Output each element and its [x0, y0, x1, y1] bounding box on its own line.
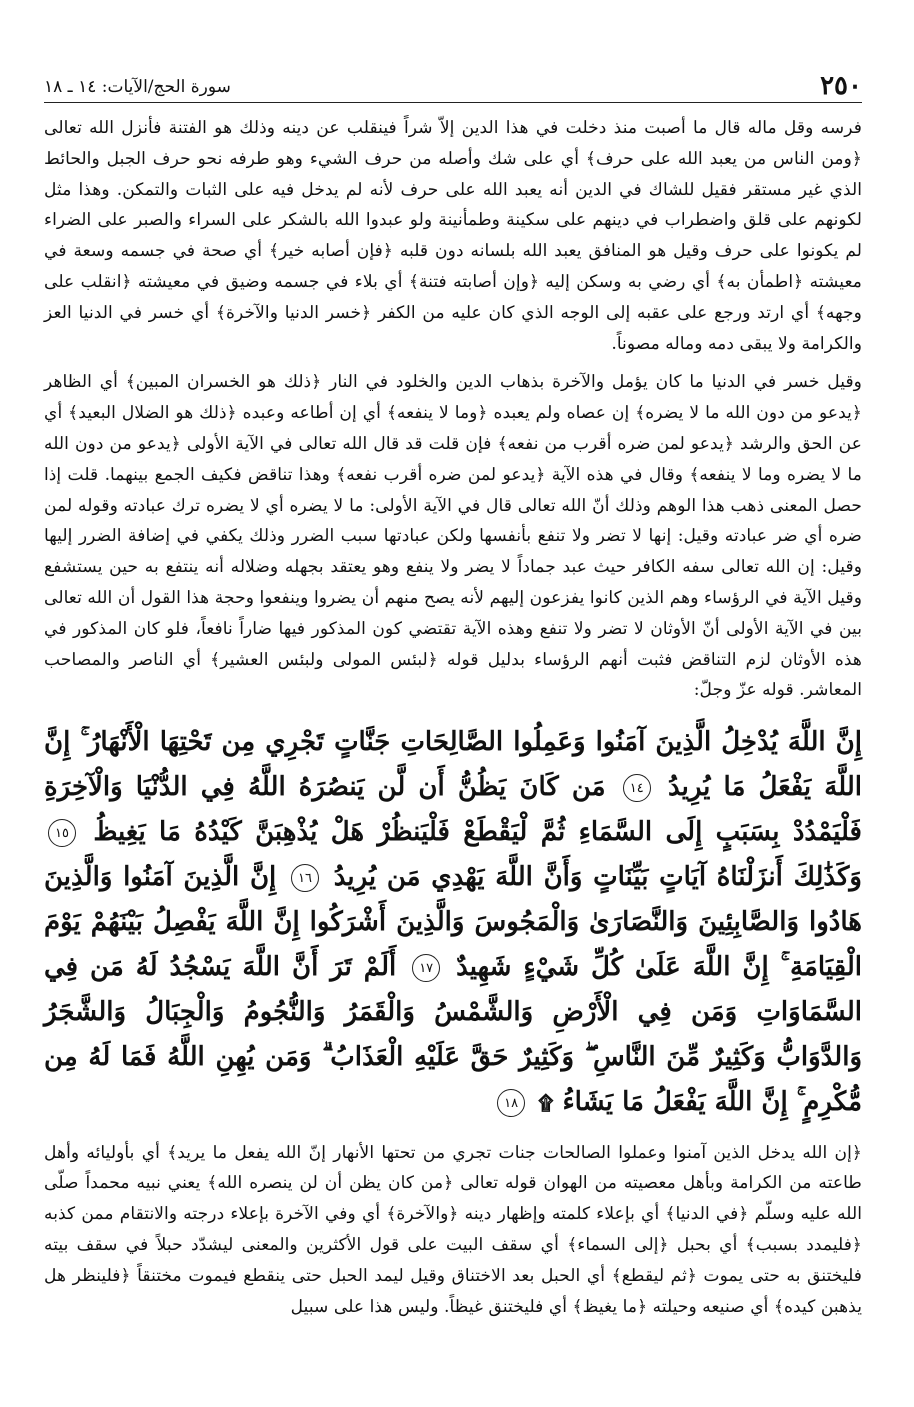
ayah-number: ١٤ — [623, 774, 651, 802]
tafsir-paragraph: وقيل خسر في الدنيا ما كان يؤمل والآخرة بذهاب الدين والخلود في النار ﴿ذلك هو الخسران المبين﴾ أي الظاهر ﴿يدعو من دون الله ما لا يضره﴾ إن عصاه ولم يعبده ﴿وما لا ينفعه﴾ أي إن أطاعه وعبده ﴿ذلك هو الضلال البعيد﴾ أي عن الحق والرشد ﴿يدعو لمن ضره أقرب من نفعه﴾ فإن قلت قد قال الله تعالى في الآية الأولى ﴿يدعو من دون الله ما لا يضره وما لا ينفعه﴾ وقال في هذه الآية ﴿يدعو لمن ضره أقرب نفعه﴾ وهذا تناقض فكيف الجمع بينهما. قلت إذا حصل المعنى ذهب هذا الوهم وذلك أنّ الله تعالى قال في الآية الأولى: ما لا يضره أي لا يضره ترك عبادته وقوله لمن ضره أي ضر عبادته وقيل: إنها لا تضر ولا تنفع بأنفسها ولكن عبادتها سبب الضرر وذلك يكفي في إضافة الضرر إليها وقيل: إن الله تعالى سفه الكافر حيث عبد جماداً لا يضر ولا ينفع وهو يعتقد بجهله وضلاله أنه ينتفع به حين يستشفع وقيل الآية في الرؤساء وهم الذين كانوا يفزعون إليهم لأنه يصح منهم أن يضروا وينفعوا وحجة هذا القول أن الله تعالى بين في الآية الأولى أنّ الأوثان لا تضر ولا تنفع وهذه الآية تقتضي كون المذكور فيها ضاراً نافعاً، فلو كان المذكور في هذه الأوثان لزم التناقض فثبت أنهم الرؤساء بدليل قوله ﴿لبئس المولى ولبئس العشير﴾ أي الناصر والمصاحب المعاشر. قوله عزّ وجلّ: — [44, 372, 862, 701]
surah-reference: سورة الحج/الآيات: ١٤ ـ ١٨ — [44, 77, 231, 97]
page-number: ٢٥٠ — [820, 71, 862, 101]
quran-verses-block — [44, 720, 862, 1126]
sajda-icon: ۩ — [538, 1090, 554, 1115]
quran-verse-text: وَكَذَٰلِكَ أَنزَلْنَاهُ آيَاتٍ بَيِّنَاتٍ وَأَنَّ اللَّهَ يَهْدِي مَن يُرِيدُ — [333, 862, 862, 893]
page-header — [44, 62, 862, 103]
quran-verse-text: مَن كَانَ يَظُنُّ أَن لَّن يَنصُرَهُ اللَّهُ فِي الدُّنْيَا وَالْآخِرَةِ فَلْيَمْدُدْ بِسَبَبٍ إِلَى السَّمَاءِ ثُمَّ لْيَقْطَعْ فَلْيَنظُرْ هَلْ يُذْهِبَنَّ كَيْدُهُ مَا يَغِيظُ — [44, 772, 862, 848]
tafsir-commentary: ﴿إن الله يدخل الذين آمنوا وعملوا الصالحات جنات تجري من تحتها الأنهار إنّ الله يفعل ما يريد﴾ أي بأوليائه وأهل طاعته من الكرامة وبأهل معصيته من الهوان قوله تعالى ﴿من كان يظن أن لن ينصره الله﴾ يعني نبيه محمداً صلّى الله عليه وسلّم ﴿في الدنيا﴾ أي بإعلاء كلمته وإظهار دينه ﴿والآخرة﴾ أي وفي الآخرة بإعلاء درجته والانتقام ممن كذبه ﴿فليمدد بسبب﴾ أي بحبل ﴿إلى السماء﴾ أي سقف البيت على قول الأكثرين والمعنى ليشدّد حبلاً في سقف بيته فليختنق به حتى يموت ﴿ثم ليقطع﴾ أي الحبل بعد الاختناق وقيل ليمد الحبل حتى ينقطع فيموت مختنقاً ﴿فلينظر هل يذهبن كيده﴾ أي صنيعه وحيلته ﴿ما يغيظ﴾ أي فليختنق غيظاً. وليس هذا على سبيل — [44, 1142, 862, 1317]
ayah-number: ١٦ — [291, 864, 319, 892]
quran-verse-text: إِنَّ اللَّهَ يُدْخِلُ الَّذِينَ آمَنُوا وَعَمِلُوا الصَّالِحَاتِ جَنَّاتٍ تَجْرِي مِن تَحْتِهَا الْأَنْهَارُ ۚ إِنَّ اللَّهَ يَفْعَلُ مَا يُرِيدُ — [44, 727, 862, 803]
tafsir-paragraph: فرسه وقل ماله قال ما أصبت منذ دخلت في هذا الدين إلاّ شراً فينقلب عن دينه وذلك هو الفتنة فأنزل الله تعالى ﴿ومن الناس من يعبد الله على حرف﴾ أي على شك وأصله من حرف الشيء وهو طرفه نحو حرف الجبل والحائط الذي غير مستقر فقيل للشاك في الدين أنه يعبد الله على حرف لأنه لم يدخل فيه على الثبات والتمكن. وهذا مثل لكونهم على قلق واضطراب في دينهم على سكينة وطمأنينة ولو عبدوا الله بالشكر على السراء والصبر على الضراء لم يكونوا على حرف وقيل هو المنافق يعبد الله بلسانه دون قلبه ﴿فإن أصابه خير﴾ أي صحة في جسمه وسعة في معيشته ﴿اطمأن به﴾ أي رضي به وسكن إليه ﴿وإن أصابته فتنة﴾ أي بلاء في جسمه وضيق في معيشته ﴿انقلب على وجهه﴾ أي ارتد ورجع على عقبه إلى الوجه الذي كان عليه من الكفر ﴿خسر الدنيا والآخرة﴾ أي خسر في الدنيا العز والكرامة ولا يبقى دمه وماله مصوناً. — [44, 118, 862, 354]
quran-verse-text: أَلَمْ تَرَ أَنَّ اللَّهَ يَسْجُدُ لَهُ مَن فِي السَّمَاوَاتِ وَمَن فِي الْأَرْضِ وَالشَّمْسُ وَالْقَمَرُ وَالنُّجُومُ وَالْجِبَالُ وَالشَّجَرُ وَالدَّوَابُّ وَكَثِيرٌ مِّنَ النَّاسِ ۖ وَكَثِيرٌ حَقَّ عَلَيْهِ الْعَذَابُ ۗ وَمَن يُهِنِ اللَّهُ فَمَا لَهُ مِن مُّكْرِمٍ ۚ إِنَّ اللَّهَ يَفْعَلُ مَا يَشَاءُ — [44, 952, 862, 1118]
ayah-number: ١٧ — [412, 954, 440, 982]
ayah-number: ١٨ — [497, 1089, 525, 1117]
quran-verse-text: إِنَّ الَّذِينَ آمَنُوا وَالَّذِينَ هَادُوا وَالصَّابِئِينَ وَالنَّصَارَىٰ وَالْمَجُوسَ وَالَّذِينَ أَشْرَكُوا إِنَّ اللَّهَ يَفْصِلُ بَيْنَهُمْ يَوْمَ الْقِيَامَةِ ۚ إِنَّ اللَّهَ عَلَىٰ كُلِّ شَيْءٍ شَهِيدٌ — [44, 862, 862, 983]
ayah-number: ١٥ — [48, 819, 76, 847]
